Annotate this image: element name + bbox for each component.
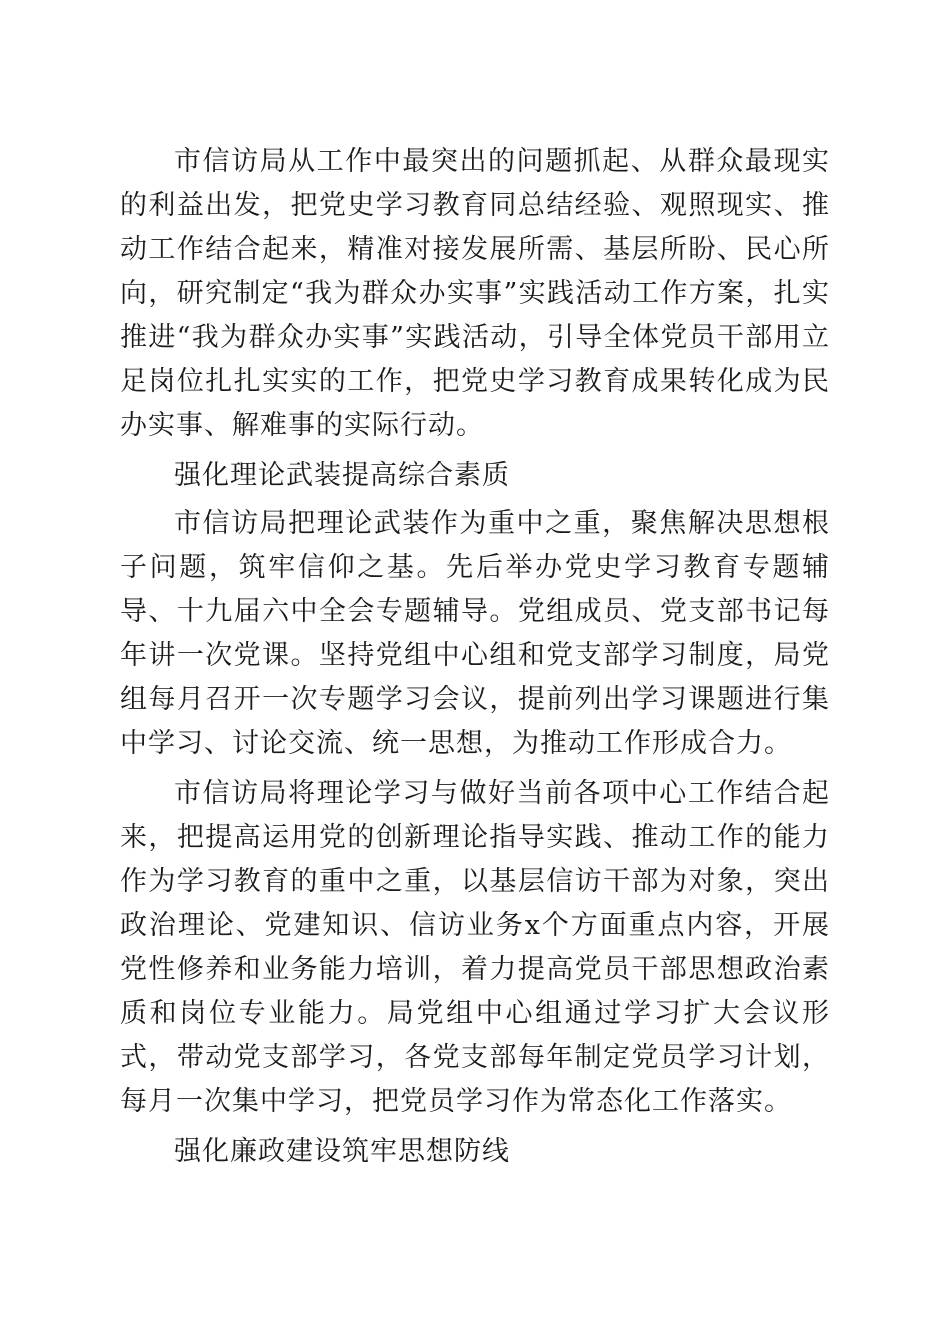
paragraph: 市信访局将理论学习与做好当前各项中心工作结合起来，把提高运用党的创新理论指导实践、推动工作的能力作为学习教育的重中之重，以基层信访干部为对象，突出政治理论、党建知识、信访业务x个方面重点内容，开展党性修养和业务能力培训，着力提高党员干部思想政治素质和岗位专业能力。局党组中心组通过学习扩大会议形式，带动党支部学习，各党支部每年制定党员学习计划，每月一次集中学习，把党员学习作为常态化工作落实。 xyxy=(120,778,830,1117)
paragraph: 市信访局从工作中最突出的问题抓起、从群众最现实的利益出发，把党史学习教育同总结经验、观照现实、推动工作结合起来，精准对接发展所需、基层所盼、民心所向，研究制定“我为群众办实事”实践活动工作方案，扎实推进“我为群众办实事”实践活动，引导全体党员干部用立足岗位扎扎实实的工作，把党史学习教育成果转化成为民办实事、解难事的实际行动。 xyxy=(120,146,830,441)
document-body xyxy=(120,140,830,1178)
section-heading: 强化廉政建设筑牢思想防线 xyxy=(174,1136,510,1167)
paragraph: 市信访局把理论武装作为重中之重，聚焦解决思想根子问题，筑牢信仰之基。先后举办党史学习教育专题辅导、十九届六中全会专题辅导。党组成员、党支部书记每年讲一次党课。坚持党组中心组和党支部学习制度，局党组每月召开一次专题学习会议，提前列出学习课题进行集中学习、讨论交流、统一思想，为推动工作形成合力。 xyxy=(120,508,830,759)
section-heading: 强化理论武装提高综合素质 xyxy=(174,460,510,491)
